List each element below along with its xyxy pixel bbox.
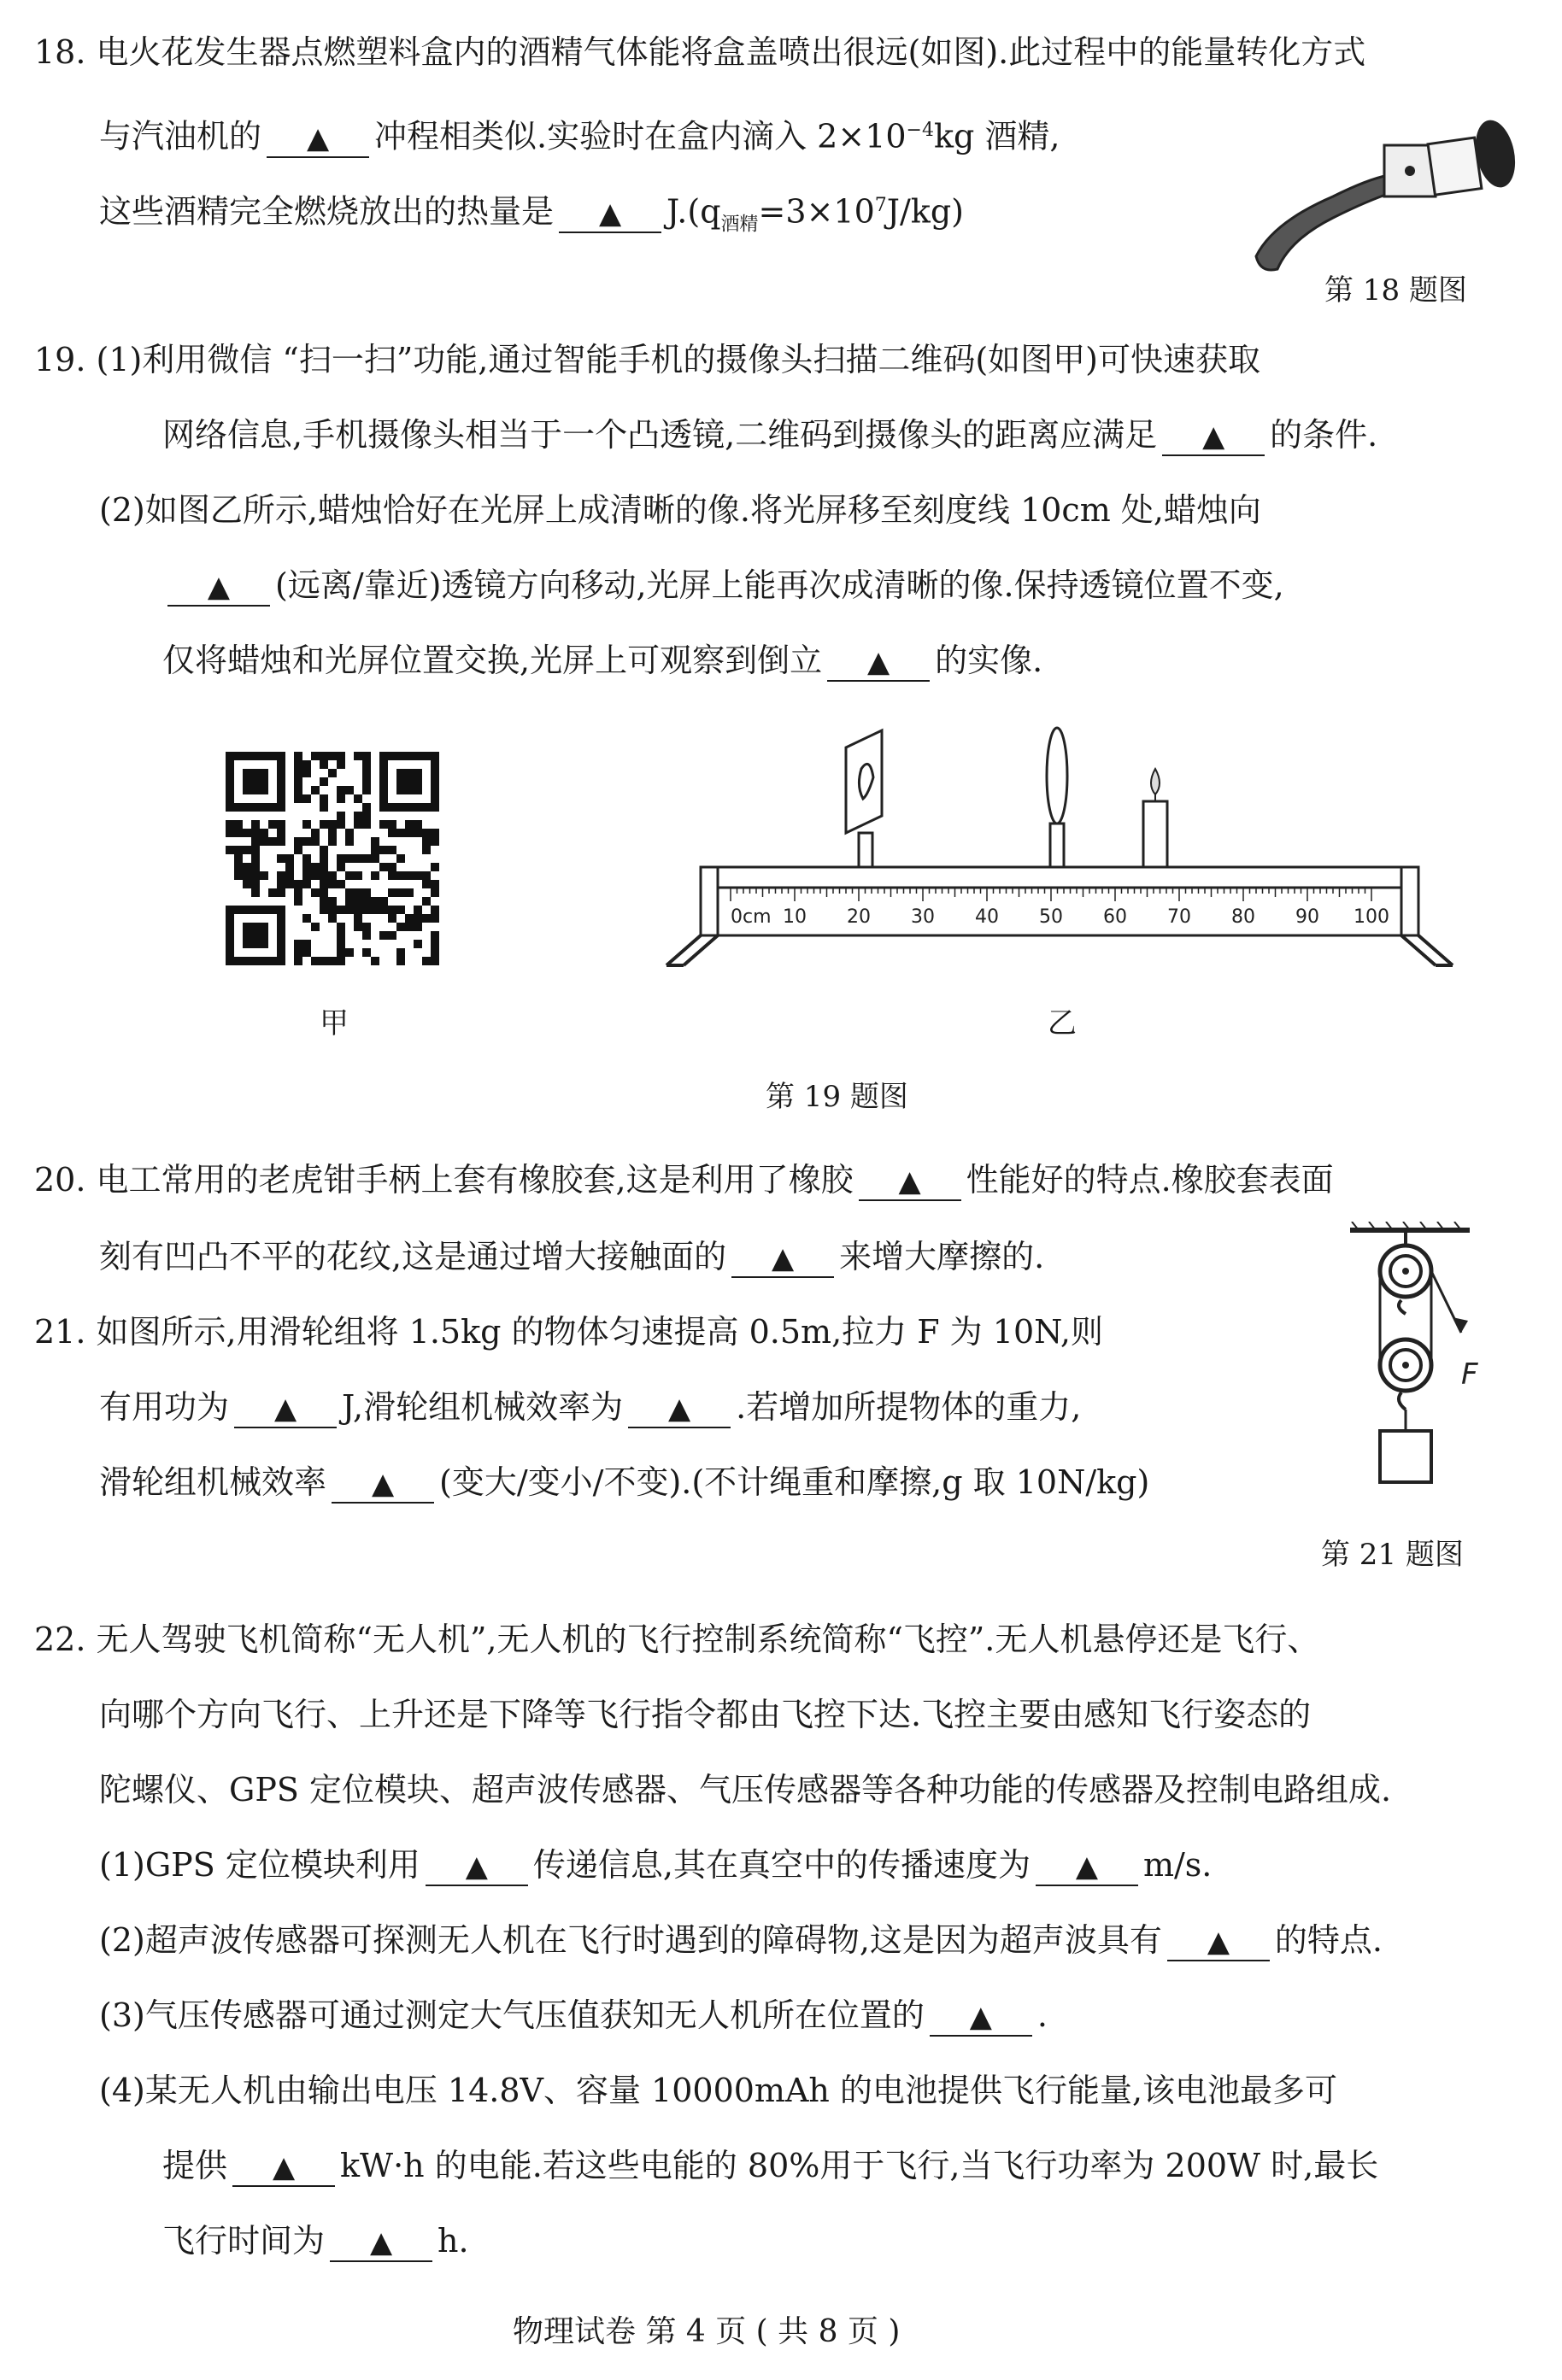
q22-line2: 向哪个方向飞行、上升还是下降等飞行指令都由飞控下达.飞控主要由感知飞行姿态的 [99, 1696, 1312, 1733]
answer-blank[interactable]: ▲ [1162, 419, 1265, 456]
ruler-tick-label: 0cm [731, 906, 772, 928]
answer-blank[interactable]: ▲ [330, 2225, 432, 2262]
answer-blank[interactable]: ▲ [859, 1164, 961, 1201]
q21-line2: 有用功为 ▲ J,滑轮组机械效率为 ▲ .若增加所提物体的重力, [99, 1386, 1081, 1428]
answer-blank[interactable]: ▲ [1036, 1849, 1138, 1886]
ruler-tick-label: 70 [1167, 906, 1191, 928]
q21-caption: 第 21 题图 [1321, 1538, 1464, 1572]
optical-bench-figure [658, 718, 1461, 974]
q18-line3: 这些酒精完全燃烧放出的热量是 ▲ $J.(q_{酒精}=3\times 10^7J/kg)$ [99, 192, 964, 236]
ruler-tick-label: 80 [1231, 906, 1255, 928]
answer-blank[interactable]: ▲ [1167, 1924, 1270, 1961]
label-yi: 乙 [1048, 1006, 1077, 1041]
ruler-tick-label: 90 [1295, 906, 1319, 928]
ruler-tick-label: 20 [847, 906, 871, 928]
answer-blank[interactable]: ▲ [167, 569, 270, 607]
q19-line4: ▲ (远离/靠近)透镜方向移动,光屏上能再次成清晰的像.保持透镜位置不变, [162, 564, 1284, 607]
pulley-system-figure [1333, 1222, 1504, 1529]
answer-blank[interactable]: ▲ [731, 1240, 834, 1278]
q19-line5: 仅将蜡烛和光屏位置交换,光屏上可观察到倒立 ▲ 的实像. [162, 639, 1042, 682]
qr-code-figure [226, 752, 439, 965]
spark-generator-figure [1239, 94, 1530, 282]
q18-line2: 与汽油机的 ▲ 冲程相类似.实验时在盒内滴入 $2\times 10^{-4}kg$ 酒精, [99, 109, 1060, 158]
answer-blank[interactable]: ▲ [234, 1391, 337, 1428]
answer-blank[interactable]: ▲ [232, 2149, 335, 2187]
ruler-tick-label: 10 [783, 906, 807, 928]
q19-line3: (2)如图乙所示,蜡烛恰好在光屏上成清晰的像.将光屏移至刻度线 10cm 处,蜡烛向 [99, 491, 1261, 529]
q19-caption: 第 19 题图 [766, 1080, 908, 1114]
q20-line2: 刻有凹凸不平的花纹,这是通过增大接触面的 ▲ 来增大摩擦的. [99, 1235, 1044, 1278]
answer-blank[interactable]: ▲ [332, 1466, 434, 1504]
q22-p4: (4)某无人机由输出电压 14.8V、容量 10000mAh 的电池提供飞行能量,该电池最多可 [99, 2072, 1338, 2109]
q21-line1: 21. 如图所示,用滑轮组将 1.5kg 的物体匀速提高 0.5m,拉力 F 为 10N,则 [34, 1313, 1104, 1351]
page-footer: 物理试卷 第 4 页 ( 共 8 页 ) [513, 2314, 901, 2349]
answer-blank[interactable]: ▲ [267, 120, 369, 158]
q22-p2: (2)超声波传感器可探测无人机在飞行时遇到的障碍物,这是因为超声波具有 ▲ 的特点. [99, 1919, 1383, 1961]
answer-blank[interactable]: ▲ [628, 1391, 731, 1428]
answer-blank[interactable]: ▲ [827, 644, 930, 682]
answer-blank[interactable]: ▲ [426, 1849, 528, 1886]
q22-p4-line3: 飞行时间为 ▲ h. [162, 2219, 469, 2262]
q18-line1: 18. 电火花发生器点燃塑料盒内的酒精气体能将盒盖喷出很远(如图).此过程中的能量转化方式 [34, 33, 1366, 71]
q22-line3: 陀螺仪、GPS 定位模块、超声波传感器、气压传感器等各种功能的传感器及控制电路组成. [99, 1771, 1392, 1808]
answer-blank[interactable]: ▲ [559, 196, 661, 233]
ruler-tick-label: 100 [1354, 906, 1389, 928]
q22-p1: (1)GPS 定位模块利用 ▲ 传递信息,其在真空中的传播速度为 ▲ m/s. [99, 1844, 1212, 1886]
ruler-tick-label: 40 [975, 906, 999, 928]
ruler-tick-label: 50 [1039, 906, 1063, 928]
label-jia: 甲 [320, 1006, 349, 1041]
q19-line2: 网络信息,手机摄像头相当于一个凸透镜,二维码到摄像头的距离应满足 ▲ 的条件. [162, 413, 1377, 456]
q21-line3: 滑轮组机械效率 ▲ (变大/变小/不变).(不计绳重和摩擦,g 取 10N/kg) [99, 1461, 1149, 1504]
answer-blank[interactable]: ▲ [930, 1999, 1032, 2037]
q19-line1: 19. (1)利用微信 “扫一扫”功能,通过智能手机的摄像头扫描二维码(如图甲)可快速获取 [34, 341, 1261, 378]
force-label: F [1461, 1357, 1478, 1392]
ruler-tick-label: 30 [911, 906, 935, 928]
q22-line1: 22. 无人驾驶飞机简称“无人机”,无人机的飞行控制系统简称“飞控”.无人机悬停还是飞行、 [34, 1621, 1320, 1658]
q22-p3: (3)气压传感器可通过测定大气压值获知无人机所在位置的 ▲ . [99, 1994, 1048, 2037]
q22-p4-line2: 提供 ▲ kW·h 的电能.若这些电能的 80%用于飞行,当飞行功率为 200W 时,最长 [162, 2144, 1378, 2187]
q20-line1: 20. 电工常用的老虎钳手柄上套有橡胶套,这是利用了橡胶 ▲ 性能好的特点.橡胶套表面 [34, 1158, 1334, 1201]
q18-caption: 第 18 题图 [1324, 273, 1467, 308]
ruler-tick-label: 60 [1103, 906, 1127, 928]
